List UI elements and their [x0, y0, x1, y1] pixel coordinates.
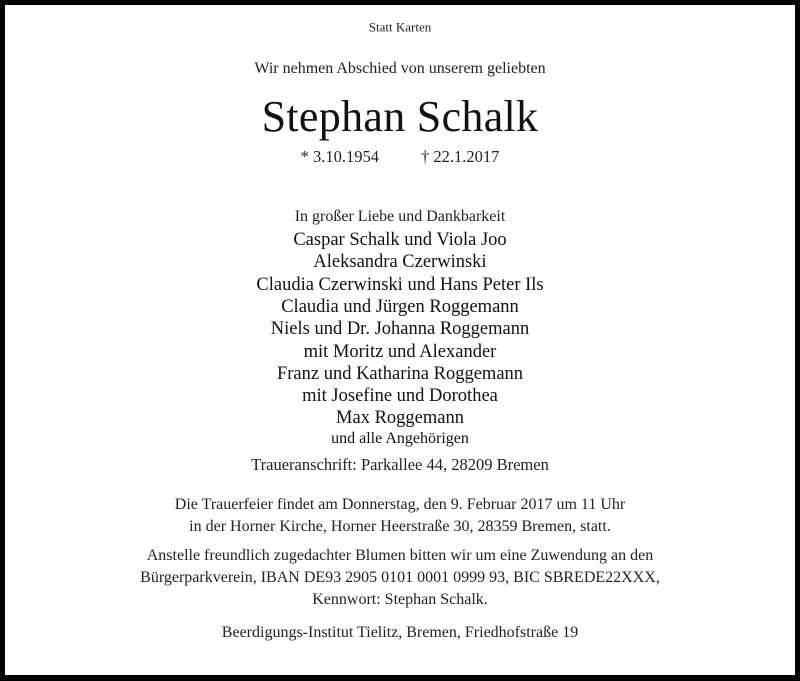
mourner-line: Claudia und Jürgen Roggemann [281, 296, 519, 317]
header-statt-karten: Statt Karten [368, 19, 432, 35]
death-date: † 22.1.2017 [421, 146, 500, 166]
mourner-line: Claudia Czerwinski und Hans Peter Ils [256, 274, 544, 295]
mourner-line: mit Josefine und Dorothea [302, 385, 498, 406]
donation-line: Anstelle freundlich zugedachter Blumen bitten wir um eine Zuwendung an den [146, 547, 654, 564]
deceased-name: Stephan Schalk [261, 92, 539, 141]
dedication-text: In großer Liebe und Dankbarkeit [294, 208, 506, 225]
mourner-line: Aleksandra Czerwinski [313, 251, 487, 272]
mourner-line: Franz und Katharina Roggemann [276, 363, 524, 384]
donation-line: Kennwort: Stephan Schalk. [312, 591, 488, 608]
mourning-address: Traueranschrift: Parkallee 44, 28209 Bremen [251, 454, 549, 474]
mourner-line: Max Roggemann [336, 407, 464, 428]
mourner-line: Caspar Schalk und Viola Joo [293, 229, 507, 250]
mourner-line: Niels und Dr. Johanna Roggemann [270, 318, 530, 339]
relatives-line: und alle Angehörigen [331, 430, 469, 447]
birth-date: * 3.10.1954 [300, 146, 379, 166]
mourner-line: mit Moritz und Alexander [303, 341, 497, 362]
donation-line: Bürgerparkverein, IBAN DE93 2905 0101 0001 0999 93, BIC SBREDE22XXX, [140, 569, 660, 586]
ceremony-line: in der Horner Kirche, Horner Heerstraße 30, 28359 Bremen, statt. [189, 518, 611, 535]
obituary-notice [5, 5, 795, 675]
intro-text: Wir nehmen Abschied von unserem geliebten [254, 60, 546, 77]
ceremony-line: Die Trauerfeier findet am Donnerstag, den 9. Februar 2017 um 11 Uhr [174, 496, 626, 513]
life-dates [5, 146, 795, 166]
funeral-home: Beerdigungs-Institut Tielitz, Bremen, Friedhofstraße 19 [221, 624, 579, 641]
